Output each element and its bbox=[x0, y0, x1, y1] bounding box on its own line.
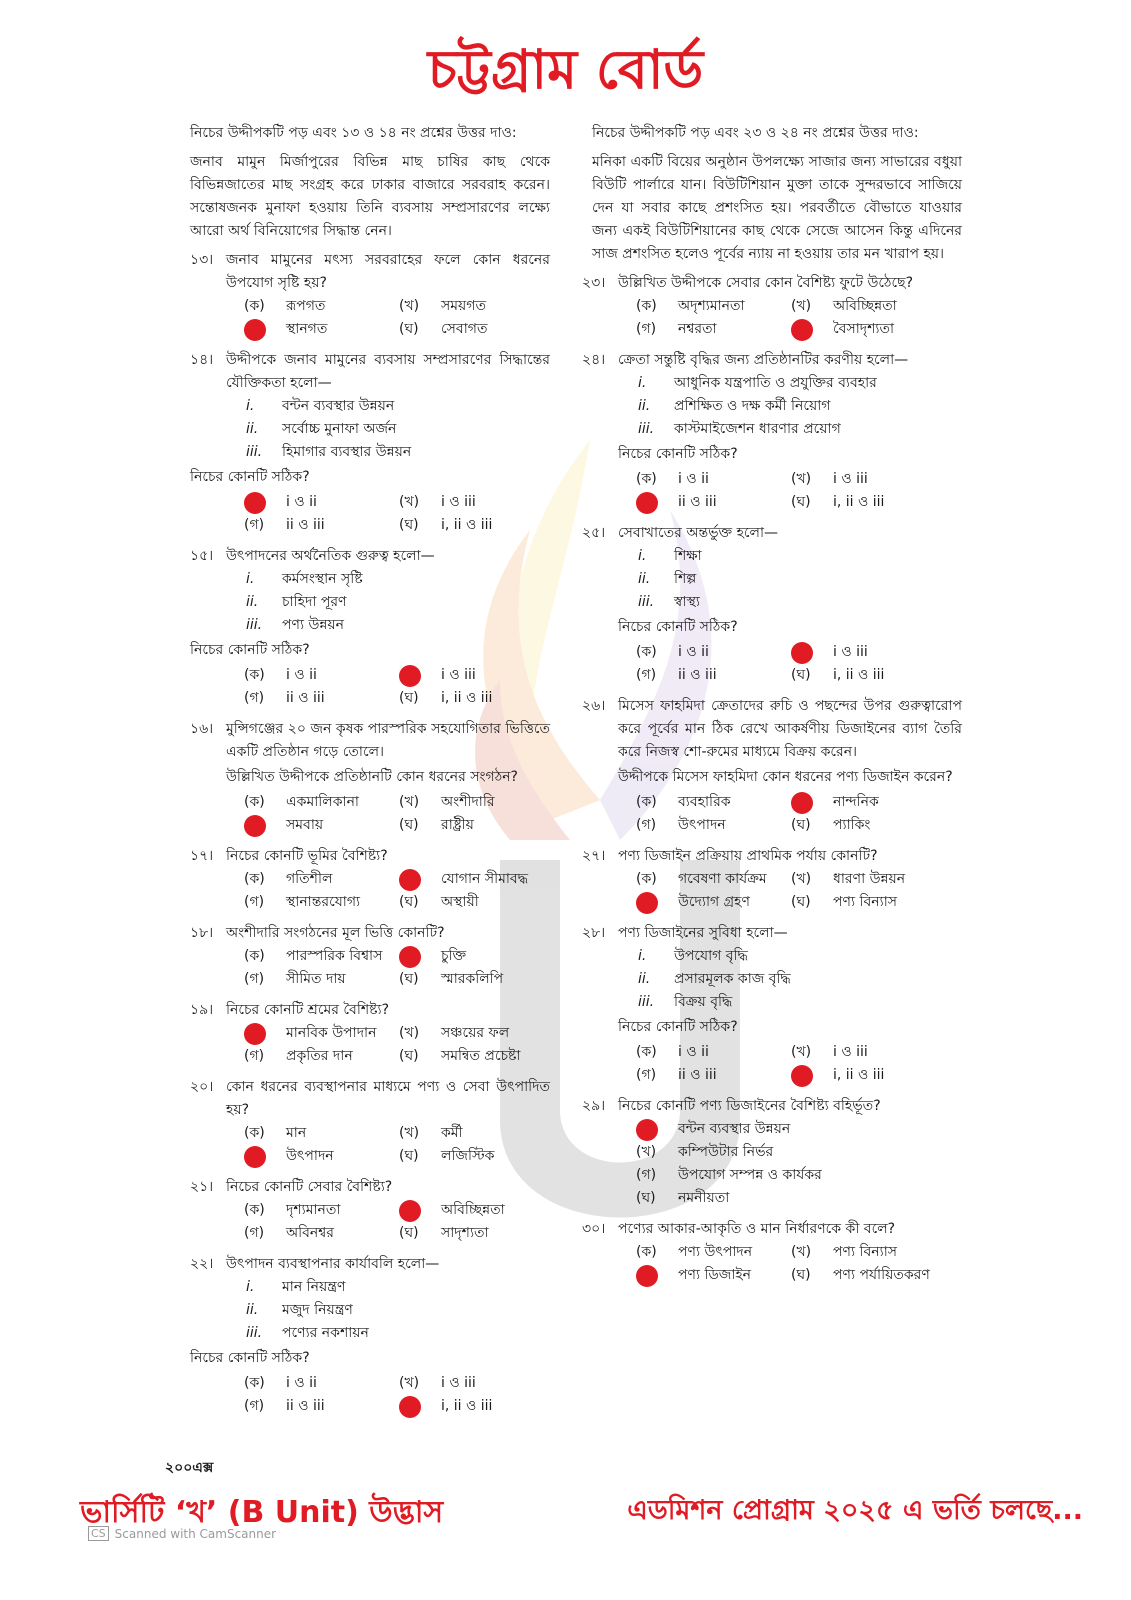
option-ka[interactable]: (ক) পণ্য উৎপাদন bbox=[636, 1244, 753, 1260]
option-ga[interactable]: (গ) প্রকৃতির দান bbox=[244, 1048, 353, 1064]
option-gha[interactable]: (ঘ) i, ii ও iii bbox=[399, 690, 493, 706]
option-ka[interactable]: (ক) পারস্পরিক বিশ্বাস bbox=[244, 948, 383, 964]
option-gha-correct[interactable]: i, ii ও iii bbox=[791, 1064, 962, 1087]
answer-dot-icon bbox=[399, 869, 421, 891]
question-30: ৩০। পণ্যের আকার-আকৃতি ও মান নির্ধারণকে কী বলে? (ক) পণ্য উৎপাদন (খ) পণ্য বিন্যাস পণ্য ডিজাইন (ঘ) পণ্য পর্যায়িতকরণ bbox=[592, 1218, 962, 1287]
option-ga[interactable]: (গ) উৎপাদন bbox=[636, 817, 726, 833]
question-number: ১৩। bbox=[190, 252, 214, 268]
option-ka[interactable]: (ক) i ও ii bbox=[636, 471, 709, 487]
option-ka[interactable]: (ক) ব্যবহারিক bbox=[636, 794, 731, 810]
option-kha[interactable]: (খ) অংশীদারি bbox=[399, 794, 495, 810]
option-ga[interactable]: (গ) নশ্বরতা bbox=[636, 321, 717, 337]
stem-intro: নিচের উদ্দীপকটি পড় এবং ২৩ ও ২৪ নং প্রশ্নের উত্তর দাও: bbox=[592, 125, 919, 141]
option-kha-correct[interactable]: i ও iii bbox=[399, 664, 550, 687]
answer-dot-icon bbox=[791, 319, 813, 341]
answer-dot-icon bbox=[244, 319, 266, 341]
option-gha[interactable]: (ঘ) পণ্য পর্যায়িতকরণ bbox=[791, 1267, 930, 1283]
option-ga-correct[interactable]: ii ও iii bbox=[636, 491, 791, 514]
answer-dot-icon bbox=[791, 792, 813, 814]
question-text: জনাব মামুনের মৎস্য সরবরাহের ফলে কোন ধরনের উপযোগ সৃষ্টি হয়? bbox=[226, 252, 550, 291]
scanner-text: Scanned with CamScanner bbox=[114, 1526, 277, 1541]
option-gha[interactable]: (ঘ) পণ্য বিন্যাস bbox=[791, 894, 898, 910]
option-ga-correct[interactable]: স্থানগত bbox=[244, 318, 399, 341]
option-ga-correct[interactable]: উদ্যোগ গ্রহণ bbox=[636, 891, 791, 914]
option-gha[interactable]: (ঘ) i, ii ও iii bbox=[399, 517, 493, 533]
page-title: চট্টগ্রাম বোর্ড bbox=[427, 38, 704, 101]
answer-dot-icon bbox=[636, 492, 658, 514]
option-ka[interactable]: (ক) i ও ii bbox=[244, 1375, 317, 1391]
right-column bbox=[582, 122, 962, 1295]
option-kha[interactable]: (খ) অবিচ্ছিন্নতা bbox=[791, 298, 897, 314]
answer-dot-icon bbox=[791, 1065, 813, 1087]
question-21: ২১। নিচের কোনটি সেবার বৈশিষ্ট্য? (ক) দৃশ্যমানতা অবিচ্ছিন্নতা (গ) অবিনশ্বর (ঘ) সাদৃশ্যতা bbox=[190, 1176, 550, 1245]
option-gha[interactable]: (ঘ) স্মারকলিপি bbox=[399, 971, 504, 987]
question-19: ১৯। নিচের কোনটি শ্রমের বৈশিষ্ট্য? মানবিক উপাদান (খ) সঞ্চয়ের ফল (গ) প্রকৃতির দান (ঘ) সমন্বিত প্রচেষ্টা bbox=[190, 999, 550, 1068]
stem-text: জনাব মামুন মির্জাপুরের বিভিন্ন মাছ চাষির কাছ থেকে বিভিন্নজাতের মাছ সংগ্রহ করে ঢাকার বাজারে সরবরাহ করেন। সন্তোষজনক মুনাফা হওয়ায় তিনি ব্যবসায় সম্প্রসারণের লক্ষ্যে আরো অর্থ বিনিয়োগের সিদ্ধান্ত নেন। bbox=[190, 154, 550, 239]
option-gha-correct[interactable]: i, ii ও iii bbox=[399, 1395, 550, 1418]
option-gha[interactable]: (ঘ) নমনীয়তা bbox=[636, 1190, 730, 1206]
option-gha[interactable]: (ঘ) সেবাগত bbox=[399, 321, 488, 337]
option-kha[interactable]: (খ) সময়গত bbox=[399, 298, 486, 314]
answer-dot-icon bbox=[244, 1146, 266, 1168]
option-kha-correct[interactable]: চুক্তি bbox=[399, 945, 550, 968]
footer-brand: ভার্সিটি ‘খ’ (B Unit) উদ্ভাস bbox=[80, 1495, 444, 1530]
option-ka[interactable]: (ক) i ও ii bbox=[244, 667, 317, 683]
option-kha-correct[interactable]: যোগান সীমাবদ্ধ bbox=[399, 868, 550, 891]
question-18: ১৮। অংশীদারি সংগঠনের মূল ভিত্তি কোনটি? (ক) পারস্পরিক বিশ্বাস চুক্তি (গ) সীমিত দায় (ঘ) স্মারকলিপি bbox=[190, 922, 550, 991]
option-gha[interactable]: (ঘ) অস্থায়ী bbox=[399, 894, 479, 910]
answer-dot-icon bbox=[399, 1200, 421, 1222]
question-15: ১৫। উৎপাদনের অর্থনৈতিক গুরুত্ব হলো— i. কর্মসংস্থান সৃষ্টি ii. চাহিদা পূরণ iii. পণ্য উন্নয়ন নিচের কোনটি সঠিক? (ক) i ও ii i ও iii (গ) ii ও iii (ঘ) i, ii ও iii bbox=[190, 545, 550, 710]
option-kha[interactable]: (খ) ধারণা উন্নয়ন bbox=[791, 871, 906, 887]
option-kha[interactable]: (খ) i ও iii bbox=[399, 1375, 476, 1391]
option-gha[interactable]: (ঘ) i, ii ও iii bbox=[791, 667, 885, 683]
question-28: ২৮। পণ্য ডিজাইনের সুবিধা হলো— i. উপযোগ বৃদ্ধি ii. প্রসারমূলক কাজ বৃদ্ধি iii. বিক্রয় বৃদ্ধি নিচের কোনটি সঠিক? (ক) i ও ii (খ) i ও iii (গ) ii ও iii i, ii ও iii bbox=[592, 922, 962, 1087]
option-gha[interactable]: (ঘ) সমন্বিত প্রচেষ্টা bbox=[399, 1048, 521, 1064]
option-ga[interactable]: (গ) ii ও iii bbox=[244, 1398, 325, 1414]
option-ka[interactable]: (ক) i ও ii bbox=[636, 1044, 709, 1060]
left-column bbox=[190, 122, 550, 1426]
footer-admission-note: এডমিশন প্রোগ্রাম ২০২৫ এ ভর্তি চলছে... bbox=[627, 1495, 1083, 1526]
option-ka[interactable]: (ক) মান bbox=[244, 1125, 307, 1141]
option-ga[interactable]: (গ) ii ও iii bbox=[636, 667, 717, 683]
answer-dot-icon bbox=[244, 492, 266, 514]
option-ka[interactable]: (ক) গতিশীল bbox=[244, 871, 333, 887]
option-kha-correct[interactable]: অবিচ্ছিন্নতা bbox=[399, 1199, 550, 1222]
page-number: ২০০এক্স bbox=[165, 1460, 214, 1476]
option-kha[interactable]: (খ) সঞ্চয়ের ফল bbox=[399, 1025, 510, 1041]
question-20: ২০। কোন ধরনের ব্যবস্থাপনার মাধ্যমে পণ্য ও সেবা উৎপাদিত হয়? (ক) মান (খ) কর্মী উৎপাদন (ঘ) লজিস্টিক bbox=[190, 1076, 550, 1168]
scanner-watermark bbox=[88, 1526, 276, 1541]
question-24: ২৪। ক্রেতা সন্তুষ্টি বৃদ্ধির জন্য প্রতিষ্ঠানটির করণীয় হলো— i. আধুনিক যন্ত্রপাতি ও প্রযুক্তির ব্যবহার ii. প্রশিক্ষিত ও দক্ষ কর্মী নিয়োগ iii. কাস্টমাইজেশন ধারণার প্রয়োগ নিচের কোনটি সঠিক? (ক) i ও ii (খ) i ও iii ii ও iii (ঘ) i, ii ও iii bbox=[592, 349, 962, 514]
option-gha[interactable]: (ঘ) প্যাকিং bbox=[791, 817, 871, 833]
option-ka[interactable]: (ক) গবেষণা কার্যক্রম bbox=[636, 871, 767, 887]
question-27: ২৭। পণ্য ডিজাইন প্রক্রিয়ায় প্রাথমিক পর্যায় কোনটি? (ক) গবেষণা কার্যক্রম (খ) ধারণা উন্নয়ন উদ্যোগ গ্রহণ (ঘ) পণ্য বিন্যাস bbox=[592, 845, 962, 914]
question-29: ২৯। নিচের কোনটি পণ্য ডিজাইনের বৈশিষ্ট্য বহির্ভূত? বন্টন ব্যবস্থার উন্নয়ন (খ) কম্পিউটার নির্ভর (গ) উপযোগ সম্পন্ন ও কার্যকর (ঘ) নমনীয়তা bbox=[592, 1095, 962, 1210]
answer-dot-icon bbox=[399, 1396, 421, 1418]
option-ga[interactable]: (গ) অবিনশ্বর bbox=[244, 1225, 334, 1241]
option-kha[interactable]: (খ) i ও iii bbox=[791, 471, 868, 487]
option-gha[interactable]: (ঘ) লজিস্টিক bbox=[399, 1148, 495, 1164]
question-25: ২৫। সেবাখাতের অন্তর্ভুক্ত হলো— i. শিক্ষা ii. শিল্প iii. স্বাস্থ্য নিচের কোনটি সঠিক? (ক) i ও ii i ও iii (গ) ii ও iii (ঘ) i, ii ও iii bbox=[592, 522, 962, 687]
option-gha[interactable]: (ঘ) i, ii ও iii bbox=[791, 494, 885, 510]
answer-dot-icon bbox=[636, 892, 658, 914]
answer-dot-icon bbox=[399, 946, 421, 968]
option-ga[interactable]: (গ) ii ও iii bbox=[244, 517, 325, 533]
option-kha[interactable]: (খ) কম্পিউটার নির্ভর bbox=[636, 1144, 774, 1160]
option-ka-correct[interactable]: বন্টন ব্যবস্থার উন্নয়ন bbox=[636, 1118, 962, 1141]
option-kha[interactable]: (খ) i ও iii bbox=[399, 494, 476, 510]
question-17: ১৭। নিচের কোনটি ভূমির বৈশিষ্ট্য? (ক) গতিশীল যোগান সীমাবদ্ধ (গ) স্থানান্তরযোগ্য (ঘ) অস্থায়ী bbox=[190, 845, 550, 914]
answer-dot-icon bbox=[244, 815, 266, 837]
option-ga[interactable]: (গ) ii ও iii bbox=[244, 690, 325, 706]
question-23: ২৩। উল্লিখিত উদ্দীপকে সেবার কোন বৈশিষ্ট্য ফুটে উঠেছে? (ক) অদৃশ্যমানতা (খ) অবিচ্ছিন্নতা (গ) নশ্বরতা বৈসাদৃশ্যতা bbox=[592, 272, 962, 341]
option-ga-correct[interactable]: পণ্য ডিজাইন bbox=[636, 1264, 791, 1287]
option-kha[interactable]: (খ) কর্মী bbox=[399, 1125, 463, 1141]
option-ka[interactable]: (ক) দৃশ্যমানতা bbox=[244, 1202, 341, 1218]
stem-text: মনিকা একটি বিয়ের অনুষ্ঠান উপলক্ষ্যে সাজার জন্য সাভারের বধুয়া বিউটি পার্লারে যান। বিউটিশিয়ান মুক্তা তাকে সুন্দরভাবে সাজিয়ে দেন যা সবার কাছে প্রশংসিত হয়। পরবর্তীতে বৌভাতে যাওয়ার জন্য একই বিউটিশিয়ানের কাছ থেকে সেজে আসেন কিন্তু এদিনের সাজ প্রশংসিত হলেও পূর্বের ন্যায় না হওয়ায় তার মন খারাপ হয়। bbox=[592, 154, 962, 262]
answer-dot-icon bbox=[636, 1265, 658, 1287]
option-ka[interactable]: (ক) একমালিকানা bbox=[244, 794, 359, 810]
option-ka[interactable]: (ক) i ও ii bbox=[636, 644, 709, 660]
option-kha[interactable]: (খ) i ও iii bbox=[791, 1044, 868, 1060]
question-13 bbox=[190, 249, 550, 341]
option-ga[interactable]: (গ) স্থানান্তরযোগ্য bbox=[244, 894, 361, 910]
question-26: ২৬। মিসেস ফাহমিদা ক্রেতাদের রুচি ও পছন্দের উপর গুরুত্বারোপ করে পূর্বের মান ঠিক রেখে আকর্ষণীয় ডিজাইনের ব্যাগ তৈরি করে নিজস্ব শো-রুমের মাধ্যমে বিক্রয় করেন। উদ্দীপকে মিসেস ফাহমিদা কোন ধরনের পণ্য ডিজাইন করেন? (ক) ব্যবহারিক নান্দনিক (গ) উৎপাদন (ঘ) প্যাকিং bbox=[592, 695, 962, 837]
answer-dot-icon bbox=[791, 642, 813, 664]
option-ka[interactable]: (ক) অদৃশ্যমানতা bbox=[636, 298, 745, 314]
option-kha-correct[interactable]: i ও iii bbox=[791, 641, 962, 664]
question-22: ২২। উৎপাদন ব্যবস্থাপনার কার্যাবলি হলো— i. মান নিয়ন্ত্রণ ii. মজুদ নিয়ন্ত্রণ iii. পণ্যের নকশায়ন নিচের কোনটি সঠিক? (ক) i ও ii (খ) i ও iii (গ) ii ও iii i, ii ও iii bbox=[190, 1253, 550, 1418]
answer-dot-icon bbox=[244, 1023, 266, 1045]
option-ka-correct[interactable]: i ও ii bbox=[244, 491, 399, 514]
option-ga[interactable]: (গ) ii ও iii bbox=[636, 1067, 717, 1083]
option-gha-correct[interactable]: বৈসাদৃশ্যতা bbox=[791, 318, 962, 341]
option-ga[interactable]: (গ) সীমিত দায় bbox=[244, 971, 346, 987]
option-ga-correct[interactable]: সমবায় bbox=[244, 814, 399, 837]
option-gha[interactable]: (ঘ) রাষ্ট্রীয় bbox=[399, 817, 474, 833]
option-ka-correct[interactable]: মানবিক উপাদান bbox=[244, 1022, 399, 1045]
option-gha[interactable]: (ঘ) সাদৃশ্যতা bbox=[399, 1225, 489, 1241]
option-ka[interactable]: (ক) রূপগত bbox=[244, 298, 326, 314]
option-kha-correct[interactable]: নান্দনিক bbox=[791, 791, 962, 814]
stem-intro: নিচের উদ্দীপকটি পড় এবং ১৩ ও ১৪ নং প্রশ্নের উত্তর দাও: bbox=[190, 125, 517, 141]
option-kha[interactable]: (খ) পণ্য বিন্যাস bbox=[791, 1244, 898, 1260]
camscanner-icon: CS bbox=[88, 1526, 109, 1541]
answer-dot-icon bbox=[399, 665, 421, 687]
option-ga[interactable]: (গ) উপযোগ সম্পন্ন ও কার্যকর bbox=[636, 1167, 822, 1183]
question-14: ১৪। উদ্দীপকে জনাব মামুনের ব্যবসায় সম্প্রসারণের সিদ্ধান্তের যৌক্তিকতা হলো— i. বন্টন ব্যবস্থার উন্নয়ন ii. সর্বোচ্চ মুনাফা অর্জন iii. হিমাগার ব্যবস্থার উন্নয়ন নিচের কোনটি সঠিক? i ও ii (খ) i ও iii (গ) ii ও iii (ঘ) i, ii ও iii bbox=[190, 349, 550, 537]
option-ga-correct[interactable]: উৎপাদন bbox=[244, 1145, 399, 1168]
answer-dot-icon bbox=[636, 1119, 658, 1141]
question-16: ১৬। মুন্সিগঞ্জের ২০ জন কৃষক পারস্পরিক সহযোগিতার ভিত্তিতে একটি প্রতিষ্ঠান গড়ে তোলে। উল্লিখিত উদ্দীপকে প্রতিষ্ঠানটি কোন ধরনের সংগঠন? (ক) একমালিকানা (খ) অংশীদারি সমবায় (ঘ) রাষ্ট্রীয় bbox=[190, 718, 550, 837]
